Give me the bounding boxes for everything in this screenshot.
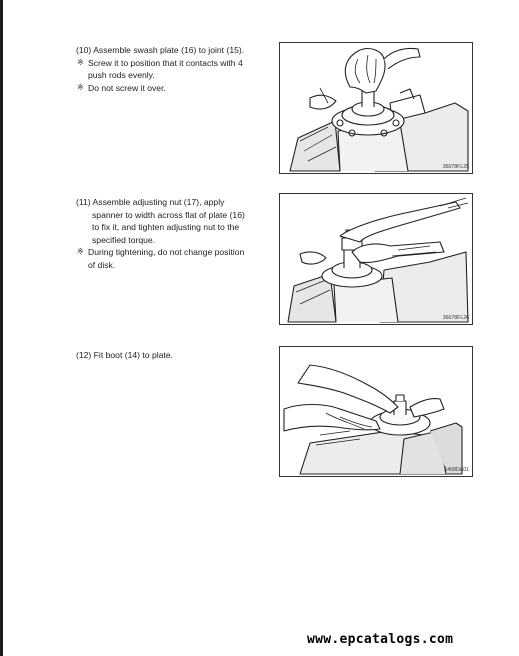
illustration-swash-plate: [280, 43, 472, 173]
note-mark: ※: [77, 82, 84, 92]
illustration-boot: [280, 347, 472, 476]
figure-code: 1408DA01: [444, 467, 469, 473]
step-12: [76, 349, 266, 362]
note-line: push rods evenly.: [88, 70, 155, 81]
note-line: of disk.: [88, 259, 116, 270]
step-11-note-1: [76, 246, 266, 271]
step-10: [76, 44, 266, 94]
step-10-note-1: [76, 57, 266, 82]
note-line: Do not screw it over.: [88, 82, 166, 93]
note-line: During tightening, do not change position: [88, 247, 245, 258]
illustration-adjusting-nut: [280, 194, 472, 324]
heading-line: spanner to width across flat of plate (16): [92, 209, 245, 220]
step-11: [76, 196, 266, 272]
figure-code: 36078FL26: [442, 315, 469, 321]
step-10-heading: (10) Assemble swash plate (16) to joint (15).: [76, 45, 245, 55]
heading-line: (11) Assemble adjusting nut (17), apply: [76, 197, 225, 207]
note-mark: ※: [77, 57, 84, 67]
figure-swash-plate: [279, 42, 473, 174]
note-line: Screw it to position that it contacts with 4: [88, 57, 243, 68]
watermark: www.epcatalogs.com: [307, 632, 454, 647]
figure-adjusting-nut: [279, 193, 473, 325]
figure-code: 36078FL25: [442, 164, 469, 170]
heading-line: to fix it, and tighten adjusting nut to the: [92, 222, 240, 233]
step-11-heading: [76, 196, 266, 246]
figure-boot: [279, 346, 473, 477]
step-10-note-2: [76, 82, 266, 95]
step-12-heading: (12) Fit boot (14) to plate.: [76, 350, 173, 360]
heading-line: specified torque.: [92, 234, 156, 245]
page-edge: [0, 0, 3, 656]
note-mark: ※: [77, 247, 84, 257]
